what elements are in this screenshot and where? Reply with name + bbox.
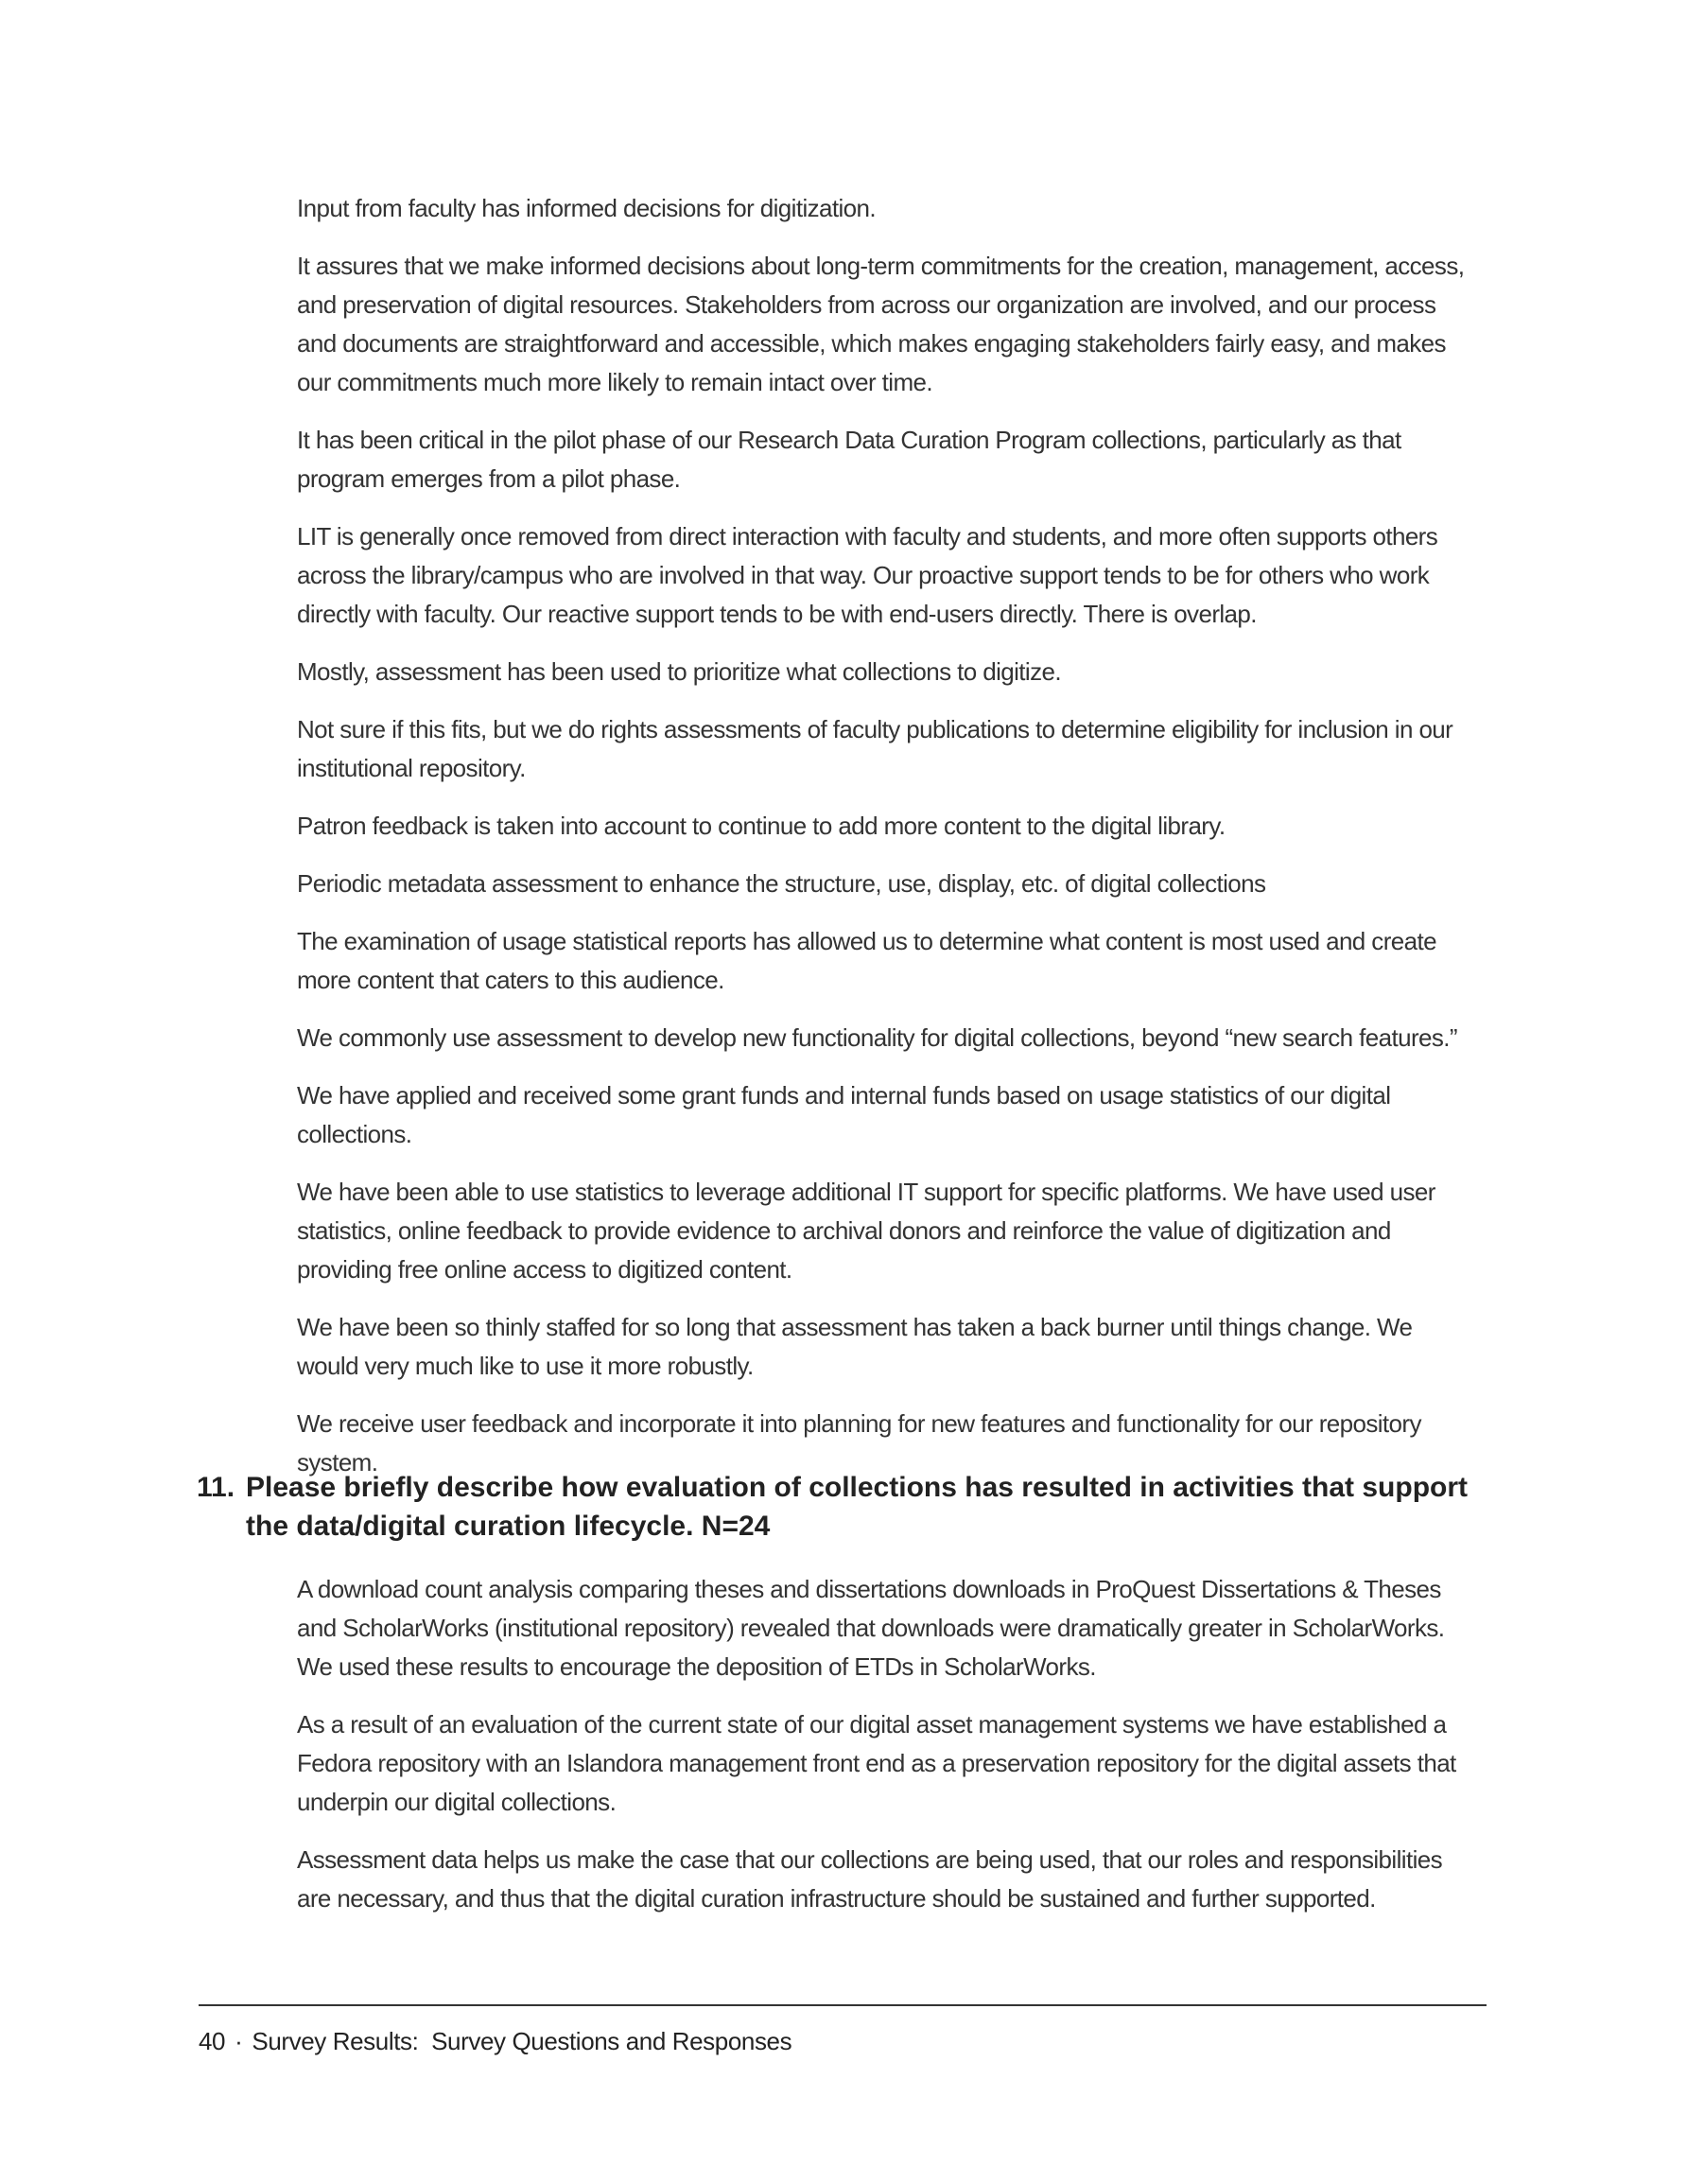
previous-question-responses (297, 189, 1470, 1501)
response-text: We commonly use assessment to develop new functionality for digital collections, beyond “new search features.” (297, 1023, 1457, 1052)
response-text: We have applied and received some grant funds and internal funds based on usage statistics of our digital collections. (297, 1081, 1391, 1148)
footer-separator: · (235, 2027, 243, 2055)
response-text: The examination of usage statistical reports has allowed us to determine what content is most used and create more content that caters to this audience. (297, 927, 1436, 994)
response-text: We have been so thinly staffed for so long that assessment has taken a back burner until things change. We would very much like to use it more robustly. (297, 1313, 1413, 1380)
response-text: As a result of an evaluation of the current state of our digital asset management systems we have established a Fedora repository with an Islandora management front end as a preservation repository for the digital assets that underpin our digital collections. (297, 1710, 1456, 1816)
question-heading (197, 1468, 1473, 1546)
response-text: It has been critical in the pilot phase of our Research Data Curation Program collections, particularly as that program emerges from a pilot phase. (297, 426, 1401, 493)
page-footer (199, 2024, 791, 2058)
response-text: Patron feedback is taken into account to continue to add more content to the digital library. (297, 812, 1226, 840)
response-text: Input from faculty has informed decisions for digitization. (297, 194, 877, 222)
question-11-responses (297, 1570, 1470, 1937)
page-number: 40 (199, 2027, 226, 2055)
response-text: Not sure if this fits, but we do rights assessments of faculty publications to determine eligibility for inclusion in our institutional repository. (297, 715, 1453, 782)
response-text: We have been able to use statistics to leverage additional IT support for specific platforms. We have used user statistics, online feedback to provide evidence to archival donors and reinforce the value of digitization and providing free online access to digitized content. (297, 1178, 1435, 1284)
question-text: Please briefly describe how evaluation of collections has resulted in activities that support the data/digital curation lifecycle. N=24 (246, 1472, 1469, 1542)
response-text: LIT is generally once removed from direct interaction with faculty and students, and more often supports others across the library/campus who are involved in that way. Our proactive support tends to be for others who work directly with faculty. Our reactive support tends to be with end-users directly. There is overlap. (297, 522, 1438, 628)
response-text: Assessment data helps us make the case that our collections are being used, that our roles and responsibilities are necessary, and thus that the digital curation infrastructure should be sustained and further supported. (297, 1845, 1443, 1913)
response-text: We receive user feedback and incorporate it into planning for new features and functionality for our repository system. (297, 1409, 1421, 1476)
question-number: 11. (197, 1472, 235, 1503)
response-text: Periodic metadata assessment to enhance the structure, use, display, etc. of digital collections (297, 869, 1266, 898)
response-text: It assures that we make informed decisions about long-term commitments for the creation, management, access, and preservation of digital resources. Stakeholders from across our organization are involved, and our process and documents are straightforward and accessible, which makes engaging stakeholders fairly easy, and makes our commitments much more likely to remain intact over time. (297, 252, 1465, 396)
footer-section-title: Survey Results: Survey Questions and Responses (252, 2027, 792, 2055)
footer-divider (199, 2004, 1487, 2006)
response-text: Mostly, assessment has been used to prioritize what collections to digitize. (297, 657, 1061, 686)
response-text: A download count analysis comparing theses and dissertations downloads in ProQuest Dissertations & Theses and ScholarWorks (institutional repository) revealed that downloads were dramatically greater in ScholarWorks. We used these results to encourage the deposition of ETDs in ScholarWorks. (297, 1575, 1445, 1681)
